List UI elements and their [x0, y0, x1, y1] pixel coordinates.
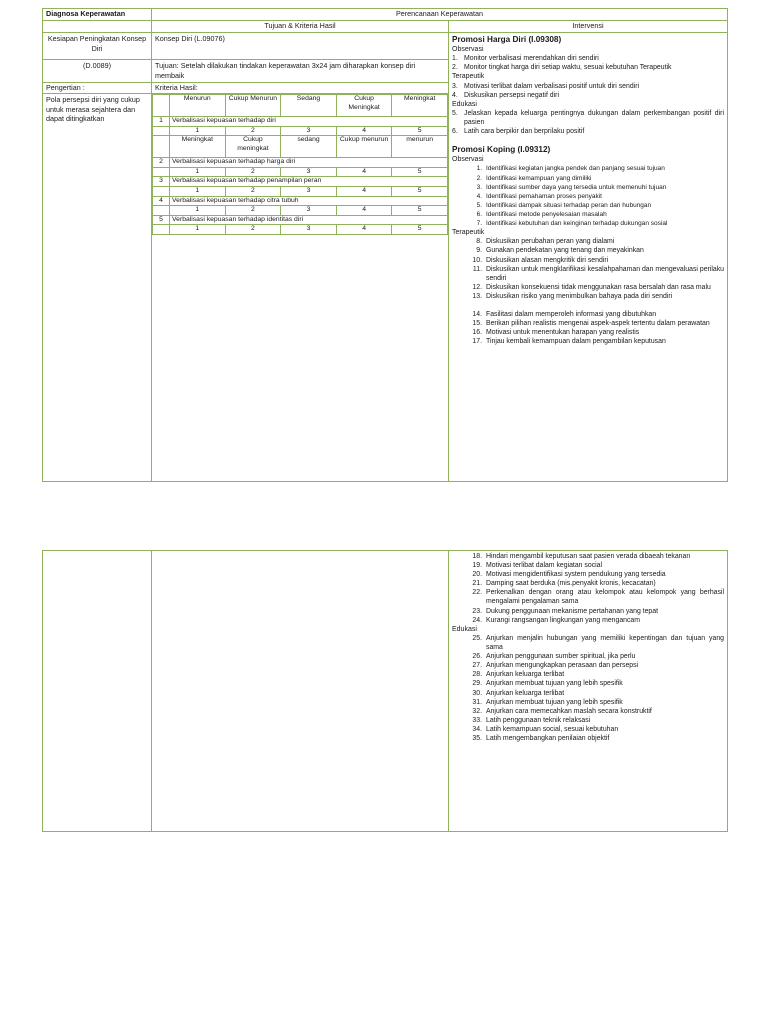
scale-number: 2: [225, 167, 281, 177]
scale-header: Cukup Menurun: [225, 95, 281, 117]
criteria-number: 3: [153, 177, 170, 187]
list-item: 9. Gunakan pendekatan yang tenang dan meyakinkan: [476, 247, 644, 255]
list-item: 19. Motivasi terlibat dalam kegiatan social: [472, 562, 603, 570]
list-item: 7. Identifikasi kebutuhan dan keinginan terhadap dukungan sosial: [476, 220, 668, 228]
scale-number: 3: [281, 225, 337, 235]
scale-header: sedang: [281, 136, 337, 158]
observasi-label: Observasi: [452, 46, 484, 53]
list-item: 25. Anjurkan menjalin hubungan yang memiliki kepentingan dan tujuan yang sama: [472, 634, 724, 652]
scale-header: menurun: [392, 136, 448, 158]
scale-number: 2: [225, 206, 281, 216]
scale-number: 4: [336, 206, 392, 216]
intervensi-column-continued: [449, 551, 728, 832]
kriteria-label: Kriteria Hasil:: [152, 83, 448, 94]
list-item: 11. Diskusikan untuk mengklarifikasi kesalahpahaman dan mengevaluasi perilaku sendiri: [472, 265, 724, 282]
list-item: 32. Anjurkan cara memecahkan maslah secara konstruktif: [472, 707, 652, 715]
list-item: 10. Diskusikan alasan mengkritik diri sendiri: [472, 256, 609, 264]
scale-number: 2: [225, 126, 281, 136]
header-diagnosa: Diagnosa Keperawatan: [43, 9, 152, 21]
list-item: 33. Latih penggunaan teknik relaksasi: [472, 716, 591, 724]
diagnosis-column-empty: [43, 551, 152, 832]
list-item: 26. Anjurkan penggunaan sumber spiritual, jika perlu: [472, 653, 636, 661]
scale-number: 2: [225, 225, 281, 235]
scale-number: 3: [281, 186, 337, 196]
criteria-text: Verbalisasi kepuasan terhadap harga diri: [170, 158, 448, 168]
terapeutik-list-continued: [452, 552, 724, 625]
scale-header: Cukup menurun: [336, 136, 392, 158]
scale-number: 1: [170, 186, 226, 196]
list-item: 30. Anjurkan keluarga terlibat: [472, 689, 565, 697]
scale-number: 5: [392, 206, 448, 216]
list-item: 22. Perkenalkan dengan orang atau kelompok atau kelompok yang berhasil mengalami pengalaman sama: [472, 589, 724, 606]
list-item: 4. Identifikasi pemahaman proses penyakit: [476, 192, 602, 200]
list-item: 2. Identifikasi kemampuan yang dimiliki: [476, 174, 592, 182]
list-item: 5. Jelaskan kepada keluarga pentingnya dukungan dalam perkembangan positif diri pasien: [452, 109, 724, 127]
header-intervensi: Intervensi: [449, 21, 728, 33]
kriteria-hasil-table: [152, 94, 448, 235]
header-tujuan: Tujuan & Kriteria Hasil: [152, 21, 449, 33]
header-perencanaan: Perencanaan Keperawatan: [152, 9, 728, 21]
tujuan-column: [152, 33, 449, 482]
scale-number: 5: [392, 167, 448, 177]
list-item: 6. Identifikasi metode penyelesaian masalah: [476, 210, 607, 218]
list-item: 3. Motivasi terlibat dalam verbalisasi positif untuk diri sendiri: [452, 82, 640, 90]
scale-number: 4: [336, 186, 392, 196]
observasi-list: [452, 164, 724, 228]
list-item: 16. Motivasi untuk menentukan harapan yang realistis: [472, 329, 640, 337]
scale-header: Sedang: [281, 95, 337, 117]
list-item: 18. Hindari mengambil keputusan saat pasien verada dibaeah tekanan: [472, 553, 691, 560]
care-plan-table: [42, 8, 728, 482]
list-item: 34. Latih kemampuan social, sesuai kebutuhan: [472, 725, 619, 733]
list-item: 27. Anjurkan mengungkapkan perasaan dan persepsi: [472, 662, 639, 670]
criteria-number: 2: [153, 158, 170, 168]
scale-number: 4: [336, 126, 392, 136]
scale-number: 5: [392, 126, 448, 136]
scale-number: 1: [170, 167, 226, 177]
list-item: 29. Anjurkan membuat tujuan yang lebih spesifik: [472, 680, 623, 688]
terapeutik-list: [452, 82, 724, 100]
list-item: 6. Latih cara berpikir dan berprilaku positif: [452, 128, 585, 136]
criteria-text: Verbalisasi kepuasan terhadap citra tubuh: [170, 196, 448, 206]
scale-number: 5: [392, 186, 448, 196]
terapeutik-label: Terapeutik: [452, 229, 485, 237]
list-item: 31. Anjurkan membuat tujuan yang lebih spesifik: [472, 698, 623, 706]
list-item: 12. Diskusikan konsekuensi tidak menggunakan rasa bersalah dan rasa malu: [472, 283, 711, 291]
list-item: 24. Kurangi rangsangan lingkungan yang mengancam: [472, 616, 640, 624]
pengertian-label: Pengertian :: [43, 83, 151, 94]
list-item: 3. Identifikasi sumber daya yang tersedia untuk memenuhi tujuan: [476, 183, 667, 191]
criteria-text: Verbalisasi kepuasan terhadap penampilan peran: [170, 177, 448, 187]
scale-number: 1: [170, 206, 226, 216]
list-item: 1. Monitor verbalisasi merendahkan diri sendiri: [452, 55, 599, 63]
criteria-text: Verbalisasi kepuasan terhadap identitas diri: [170, 215, 448, 225]
list-item: 4. Diskusikan persepsi negatif diri: [452, 91, 559, 99]
edukasi-label: Edukasi: [452, 625, 477, 633]
criteria-number: 1: [153, 117, 170, 127]
diagnosis-column: [43, 33, 152, 482]
edukasi-list: [452, 109, 724, 136]
list-item: 20. Motivasi mengidentifikasi system pendukung yang tersedia: [472, 571, 666, 579]
header-empty: [43, 21, 152, 33]
tujuan-column-empty: [152, 551, 449, 832]
promosi-harga-diri-title: Promosi Harga Diri (I.09308): [452, 35, 562, 44]
scale-number: 2: [225, 186, 281, 196]
terapeutik-list: [452, 237, 724, 346]
care-plan-table-continued: [42, 550, 728, 832]
intervensi-column: [449, 33, 728, 482]
criteria-number: 4: [153, 196, 170, 206]
edukasi-list: [452, 634, 724, 743]
scale-header: Menurun: [170, 95, 226, 117]
scale-number: 4: [336, 167, 392, 177]
edukasi-label: Edukasi: [452, 100, 477, 108]
pengertian-text: Pola persepsi diri yang cukup untuk merasa sejahtera dan dapat ditingkatkan: [46, 95, 140, 124]
diagnosis-code: (D.0089): [43, 60, 151, 83]
list-item: 15. Berikan pilihan realistis mengenai aspek-aspek tertentu dalam perawatan: [472, 320, 710, 328]
scale-number: 4: [336, 225, 392, 235]
scale-number: 3: [281, 206, 337, 216]
scale-number: 3: [281, 126, 337, 136]
scale-header: Meningkat: [170, 136, 226, 158]
list-item: 14. Fasilitasi dalam memperoleh informasi yang dibutuhkan: [472, 310, 657, 318]
observasi-label: Observasi: [452, 156, 484, 164]
diagnosis-title: Kesiapan Peningkatan Konsep Diri: [43, 33, 151, 60]
list-item: 1. Identifikasi kegiatan jangka pendek dan panjang sesuai tujuan: [476, 165, 665, 173]
scale-header: Meningkat: [392, 95, 448, 117]
list-item: 17. Tinjau kembali kemampuan dalam pengambilan keputusan: [472, 338, 666, 346]
observasi-list: [452, 54, 724, 72]
list-item: 8. Diskusikan perubahan peran yang dialami: [476, 238, 615, 246]
list-item: 13. Diskusikan risiko yang menimbulkan bahaya pada diri sendiri: [472, 292, 673, 300]
luaran-title: Konsep Diri (L.09076): [152, 33, 448, 60]
care-plan-table-page-2: [42, 550, 727, 832]
criteria-number: 5: [153, 215, 170, 225]
list-item: 5. Identifikasi dampak situasi terhadap peran dan hubungan: [476, 201, 652, 209]
list-item: 35. Latih mengembangkan penilaian objektif: [472, 734, 610, 742]
scale-header: Cukup meningkat: [225, 136, 281, 158]
list-item: 2. Monitor tingkat harga diri setiap waktu, sesuai kebutuhan Terapeutik: [452, 64, 672, 72]
scale-number: 5: [392, 225, 448, 235]
list-item: 28. Anjurkan keluarga terlibat: [472, 671, 565, 679]
terapeutik-label: Terapeutik: [452, 73, 485, 81]
criteria-text: Verbalisasi kepuasan terhadap diri: [170, 117, 448, 127]
scale-number: 1: [170, 225, 226, 235]
scale-number: 3: [281, 167, 337, 177]
scale-number: 1: [170, 126, 226, 136]
tujuan-text: Tujuan: Setelah dilakukan tindakan keperawatan 3x24 jam diharapkan konsep diri membaik: [152, 60, 448, 83]
scale-header: Cukup Meningkat: [336, 95, 392, 117]
care-plan-table-page-1: [42, 8, 727, 482]
promosi-koping-title: Promosi Koping (I.09312): [452, 145, 551, 155]
list-item: 21. Damping saat berduka (mis.penyakit kronis, kecacatan): [472, 580, 656, 588]
list-item: 23. Dukung penggunaan mekanisme pertahanan yang tepat: [472, 607, 659, 615]
